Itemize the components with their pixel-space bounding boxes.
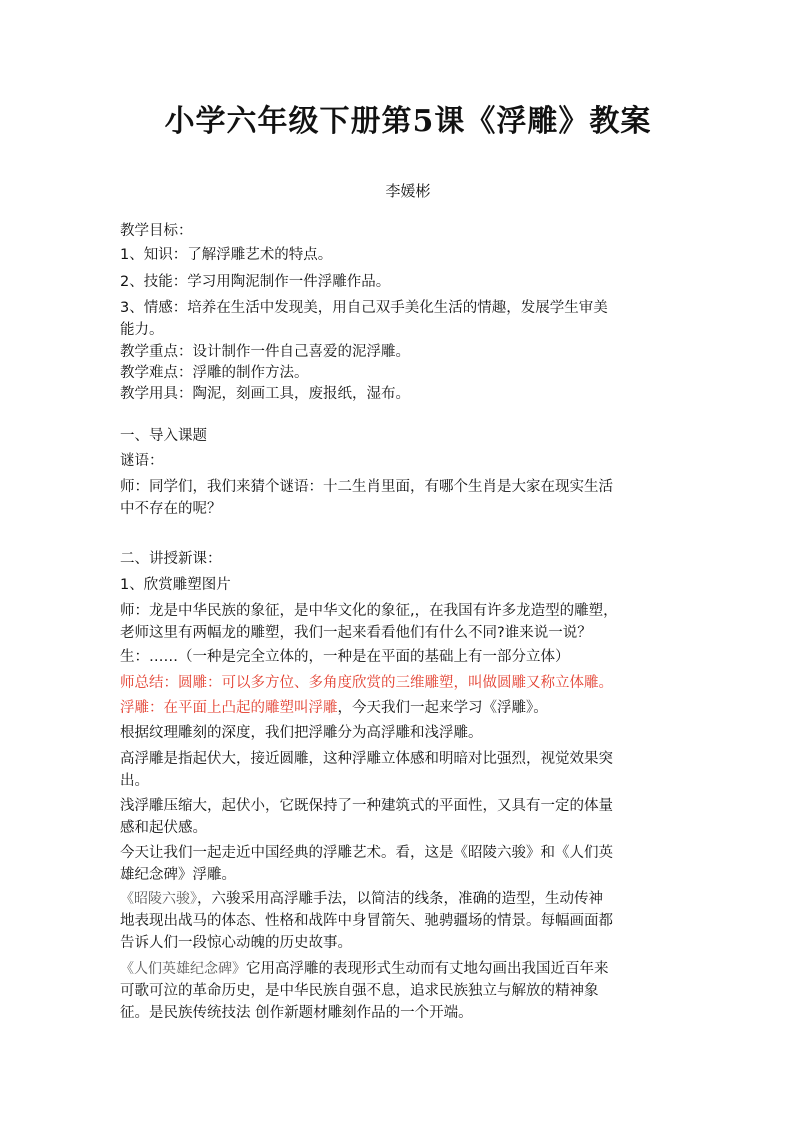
objective-skill: 2、技能：学习用陶泥制作一件浮雕作品。 [120, 274, 391, 290]
zhaoling-title: 《昭陵六骏》 [120, 891, 197, 907]
teaching-tools: 教学用具：陶泥，刻画工具，废报纸，湿布。 [120, 386, 410, 402]
objective-emotion-line2: 能力。 [120, 322, 164, 338]
zhaoling-line3: 告诉人们一段惊心动魄的历史故事。 [120, 935, 352, 951]
teacher-summary-round: 师总结：圆雕：可以多方位、多角度欣赏的三维雕塑，叫做圆雕又称立体雕。 [120, 675, 613, 691]
monument-line3: 征。是民族传统技法 创作新题材雕刻作品的一个开端。 [120, 1005, 473, 1021]
teaching-key-point: 教学重点：设计制作一件自己喜爱的泥浮雕。 [120, 344, 410, 360]
section1-teacher-line1: 师：同学们，我们来猜个谜语：十二生肖里面，有哪个生肖是大家在现实生活 [120, 479, 613, 495]
high-relief-line2: 出。 [120, 773, 149, 789]
student-answer: 生：……（一种是完全立体的，一种是在平面的基础上有一部分立体） [120, 649, 570, 665]
zhaoling-text: ，六骏采用高浮雕手法，以简洁的线条，准确的造型，生动传神 [197, 891, 603, 907]
section1-teacher-line2: 中不存在的呢？ [120, 501, 222, 517]
section1-heading: 一、导入课题 [120, 428, 207, 444]
monument-line2: 可歌可泣的革命历史，是中华民族自强不息，追求民族独立与解放的精神象 [120, 983, 599, 999]
appreciate-heading: 1、欣赏雕塑图片 [120, 577, 231, 593]
zhaoling-line1 [120, 889, 603, 909]
today-line2: 雄纪念碑》浮雕。 [120, 867, 236, 883]
objective-emotion-line1: 3、情感：培养在生活中发现美，用自己双手美化生活的情趣，发展学生审美 [120, 300, 608, 316]
page-title: 小学六年级下册第5课《浮雕》教案 [164, 104, 652, 139]
zhaoling-line2: 地表现出战马的体态、性格和战阵中身冒箭矢、驰骋疆场的情景。每幅画面都 [120, 913, 613, 929]
relief-definition [120, 698, 548, 718]
teaching-difficulty: 教学难点：浮雕的制作方法。 [120, 365, 309, 381]
low-relief-line1: 浅浮雕压缩大，起伏小，它既保持了一种建筑式的平面性，又具有一定的体量 [120, 798, 613, 814]
section2-heading: 二、讲授新课： [120, 551, 222, 567]
monument-text: 它用高浮雕的表现形式生动而有丈地勾画出我国近百年来 [246, 961, 609, 977]
relief-depth: 根据纹理雕刻的深度，我们把浮雕分为高浮雕和浅浮雕。 [120, 725, 483, 741]
objectives-heading: 教学目标： [120, 223, 193, 239]
relief-definition-rest: ，今天我们一起来学习《浮雕》。 [337, 700, 548, 716]
monument-title: 《人们英雄纪念碑》 [120, 961, 246, 977]
author-name: 李媛彬 [385, 182, 431, 200]
today-line1: 今天让我们一起走近中国经典的浮雕艺术。看，这是《昭陵六骏》和《人们英 [120, 845, 613, 861]
relief-definition-red: 浮雕：在平面上凸起的雕塑叫浮雕 [120, 700, 338, 716]
section2-teacher-line1: 师：龙是中华民族的象征，是中华文化的象征,，在我国有许多龙造型的雕塑， [120, 603, 618, 619]
low-relief-line2: 感和起伏感。 [120, 820, 207, 836]
objective-knowledge: 1、知识：了解浮雕艺术的特点。 [120, 247, 333, 263]
high-relief-line1: 高浮雕是指起伏大，接近圆雕，这种浮雕立体感和明暗对比强烈，视觉效果突 [120, 751, 613, 767]
riddle-label: 谜语： [120, 453, 164, 469]
section2-teacher-line2: 老师这里有两幅龙的雕塑，我们一起来看看他们有什么不同?谁来说一说？ [120, 625, 592, 641]
monument-line1 [120, 959, 609, 979]
